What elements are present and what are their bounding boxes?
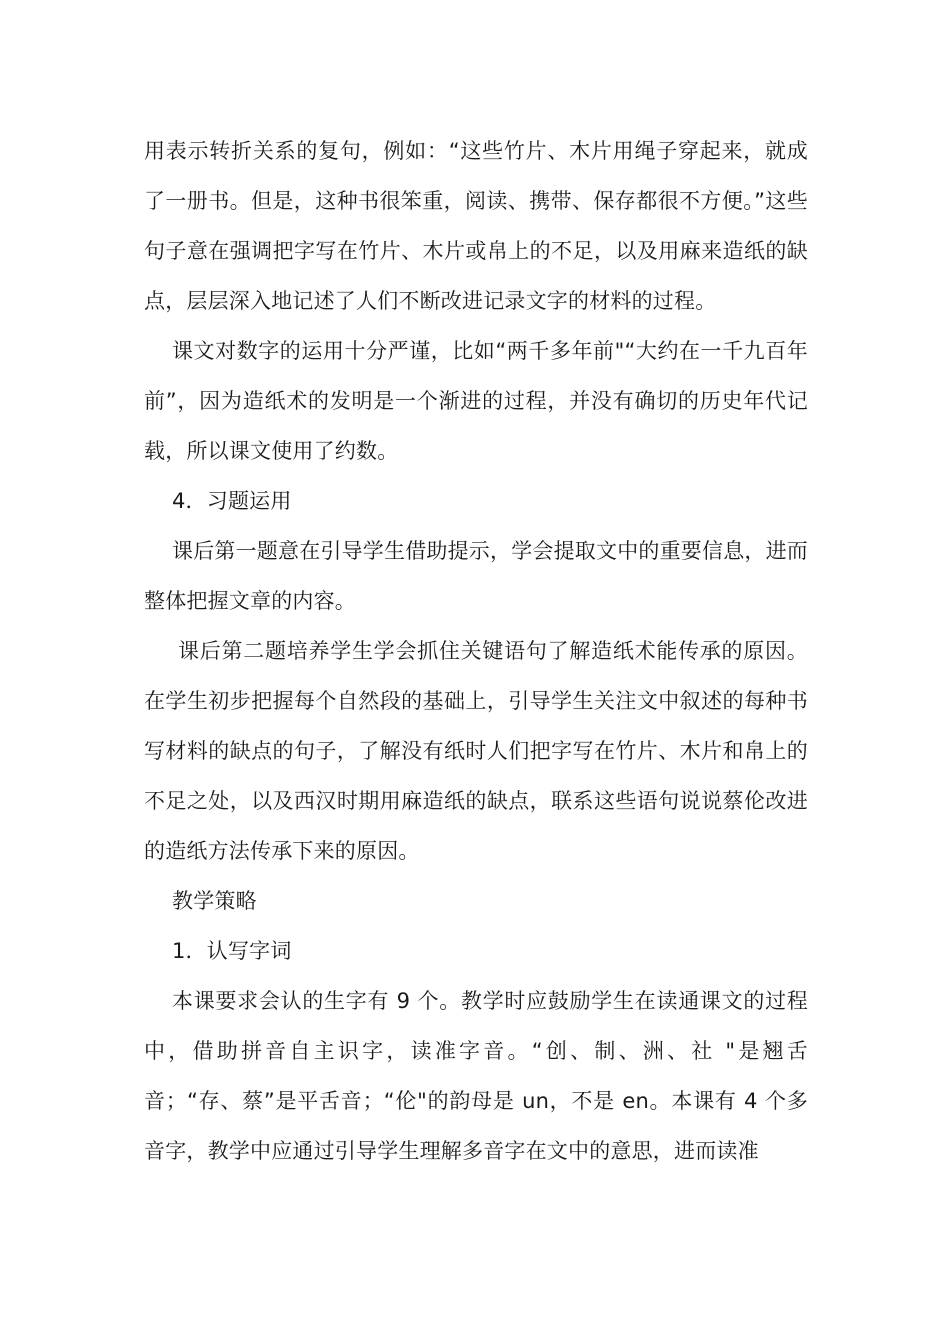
paragraph-compound-sentence: 用表示转折关系的复句，例如：“这些竹片、木片用绳子穿起来，就成了一册书。但是，这种书很笨重，阅读、携带、保存都很不方便。”这些句子意在强调把字写在竹片、木片或帛上的不足，以及用麻来造纸的缺点，层层深入地记述了人们不断改进记录文字的材料的过程。 — [144, 139, 808, 313]
paragraph-exercise-two: 课后第二题培养学生学会抓住关键语句了解造纸术能传承的原因。在学生初步把握每个自然段的基础上，引导学生关注文中叙述的每种书写材料的缺点的句子，了解没有纸时人们把字写在竹片、木片和帛上的不足之处，以及西汉时期用麻造纸的缺点，联系这些语句说说蔡伦改进的造纸方法传承下来的原因。 — [144, 639, 808, 863]
section-heading-exercises: 4．习题运用 — [172, 489, 292, 513]
section-heading-teaching-strategy: 教学策略 — [172, 889, 257, 913]
document-body — [144, 126, 808, 1176]
section-heading-characters: 1．认写字词 — [172, 939, 292, 963]
paragraph-numbers-usage: 课文对数字的运用十分严谨，比如“两千多年前"“大约在一千九百年前”，因为造纸术的发明是一个渐进的过程，并没有确切的历史年代记载，所以课文使用了约数。 — [144, 339, 808, 463]
paragraph-exercise-one: 课后第一题意在引导学生借助提示，学会提取文中的重要信息，进而整体把握文章的内容。 — [144, 539, 808, 613]
paragraph-characters: 本课要求会认的生字有 9 个。教学时应鼓励学生在读通课文的过程中，借助拼音自主识字，读准字音。“创、制、洲、社 "是翘舌音；“存、蔡”是平舌音；“伦"的韵母是 un，不是 en。本课有 4 个多音字，教学中应通过引导学生理解多音字在文中的意思，进而读准 — [144, 989, 808, 1163]
